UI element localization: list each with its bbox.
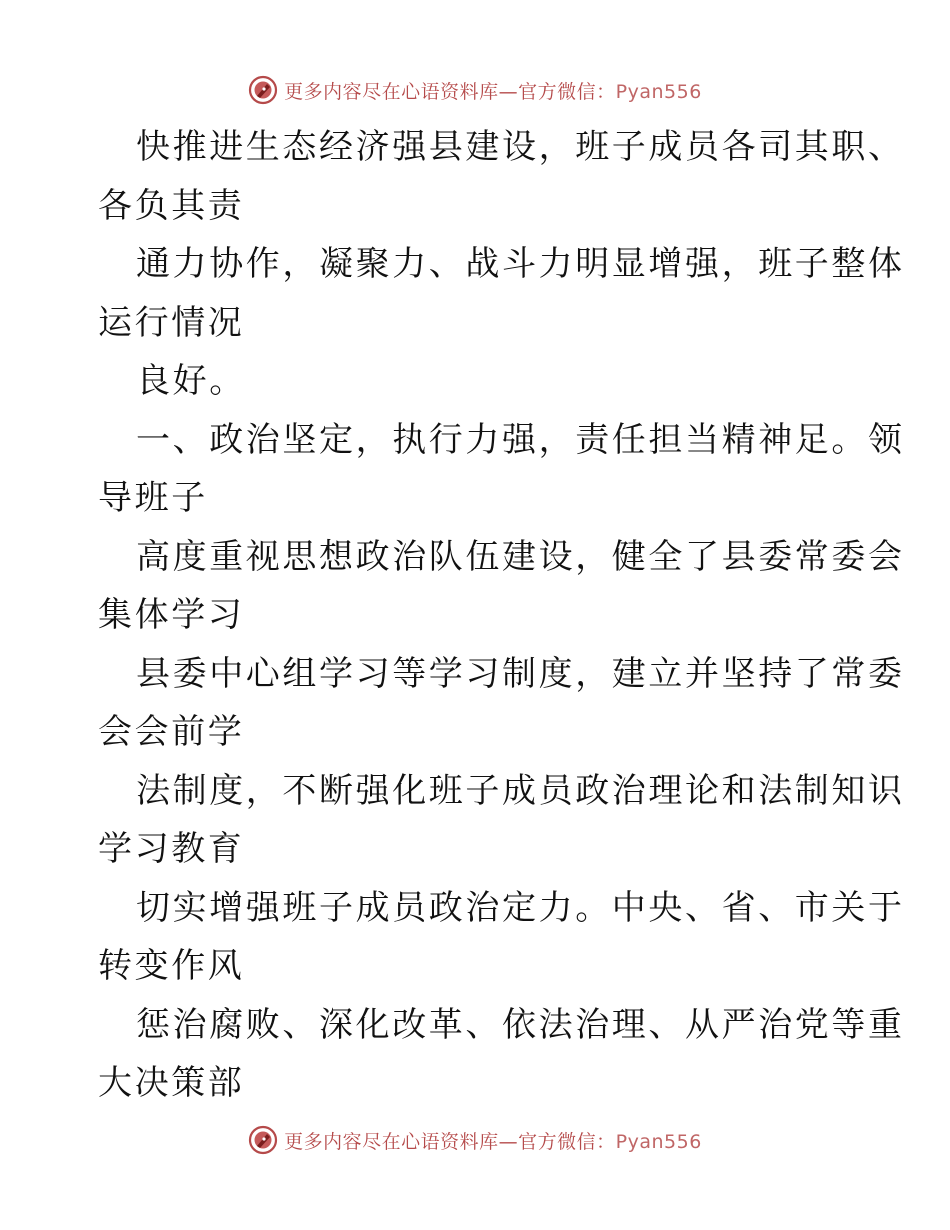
pen-nib-seal-icon: [248, 1125, 278, 1155]
text-line: 一、政治坚定，执行力强，责任担当精神足。领: [136, 419, 905, 460]
text-line: 转变作风: [98, 946, 245, 986]
header-watermark: [0, 72, 950, 108]
text-line: 导班子: [98, 478, 208, 518]
watermark-text: 更多内容尽在心语资料库—官方微信：Pyan556: [284, 80, 702, 103]
text-line: 各负其责: [98, 185, 245, 226]
text-line: 法制度，不断强化班子成员政治理论和法制知识: [136, 770, 905, 811]
text-line: 快推进生态经济强县建设，班子成员各司其职、: [136, 127, 905, 167]
document-body: [98, 118, 905, 1113]
watermark-text: 更多内容尽在心语资料库—官方微信：Pyan556: [284, 1130, 702, 1153]
text-line: 县委中心组学习等学习制度，建立并坚持了常委: [136, 653, 905, 694]
text-line: 惩治腐败、深化改革、依法治理、从严治党等重: [136, 1004, 905, 1045]
text-line: 大决策部: [98, 1063, 245, 1103]
text-line: 良好。: [136, 361, 246, 401]
pen-nib-seal-icon: [248, 75, 278, 105]
text-line: 通力协作，凝聚力、战斗力明显增强，班子整体: [136, 244, 905, 284]
text-line: 会会前学: [98, 712, 245, 752]
text-line: 学习教育: [98, 829, 245, 869]
text-line: 切实增强班子成员政治定力。中央、省、市关于: [136, 887, 905, 928]
text-line: 运行情况: [98, 302, 245, 343]
footer-watermark: [0, 1122, 950, 1158]
text-line: 高度重视思想政治队伍建设，健全了县委常委会: [136, 536, 905, 577]
text-line: 集体学习: [98, 595, 245, 635]
